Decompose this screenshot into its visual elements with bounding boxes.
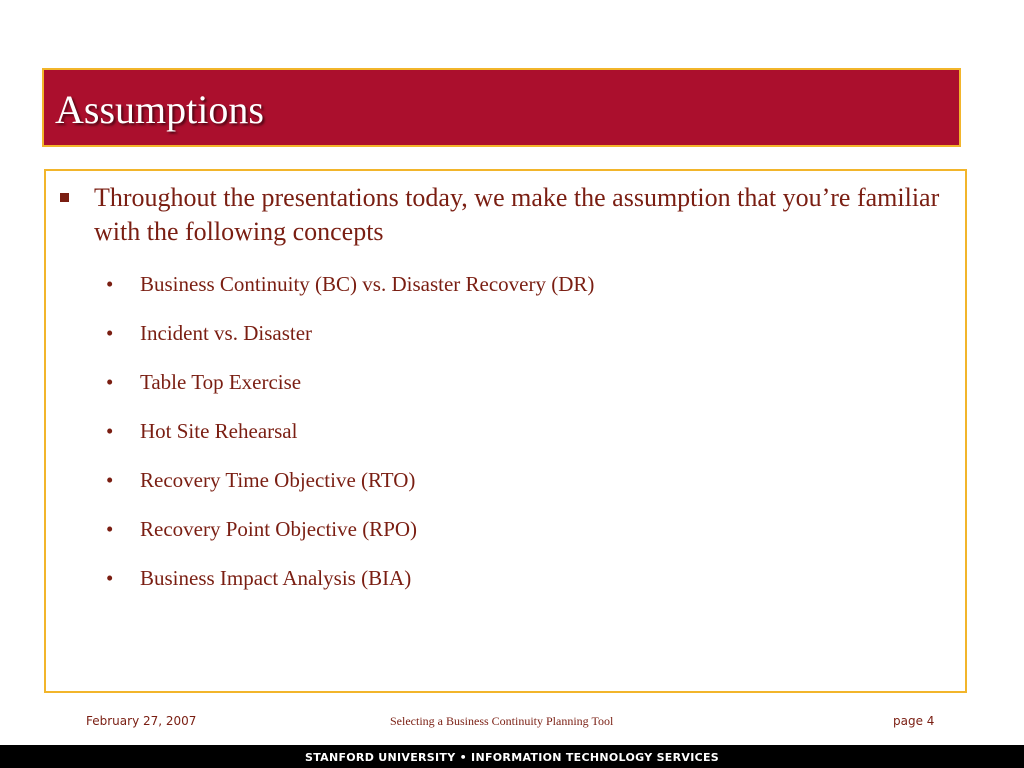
footer-banner-text: STANFORD UNIVERSITY • INFORMATION TECHNOLOGY SERVICES	[304, 751, 720, 764]
dot-bullet-icon: •	[106, 370, 114, 394]
slide-title: Assumptions	[55, 87, 264, 132]
list-item-text: Recovery Time Objective (RTO)	[140, 468, 416, 492]
dot-bullet-icon: •	[106, 321, 114, 345]
main-bullet	[60, 181, 940, 249]
footer-banner	[0, 745, 1024, 768]
dot-bullet-icon: •	[106, 272, 114, 296]
dot-bullet-icon: •	[106, 566, 114, 590]
dot-bullet-icon: •	[106, 419, 114, 443]
main-bullet-text: Throughout the presentations today, we make the assumption that you’re familiar with the following concepts	[94, 183, 940, 246]
list-item-text: Business Continuity (BC) vs. Disaster Recovery (DR)	[140, 272, 595, 296]
dot-bullet-icon: •	[106, 517, 114, 541]
list-item-text: Recovery Point Objective (RPO)	[140, 517, 418, 541]
dot-bullet-icon: •	[106, 468, 114, 492]
footer-presentation-title: Selecting a Business Continuity Planning Tool	[390, 714, 614, 728]
title-bar	[42, 68, 961, 147]
list-item-text: Table Top Exercise	[140, 370, 302, 394]
list-item-text: Business Impact Analysis (BIA)	[140, 566, 412, 590]
list-item-text: Incident vs. Disaster	[140, 321, 313, 345]
footer-date: February 27, 2007	[86, 714, 197, 728]
content-box	[44, 169, 967, 693]
square-bullet-icon	[60, 193, 69, 202]
page-number: page 4	[893, 714, 935, 728]
footer	[0, 710, 1024, 734]
list-item-text: Hot Site Rehearsal	[140, 419, 298, 443]
